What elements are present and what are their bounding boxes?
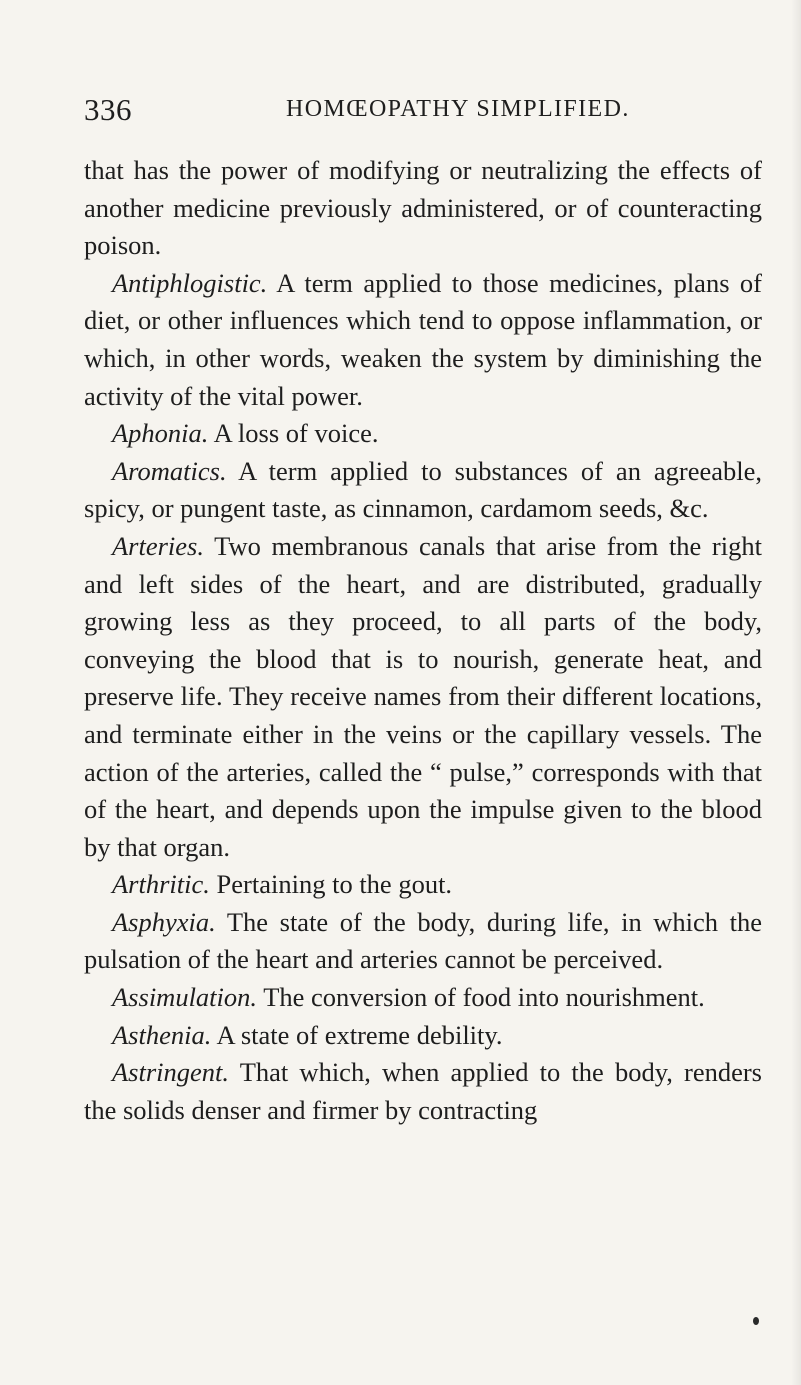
glossary-entry-arthritic [84,866,762,904]
entry-definition: A term applied to substances of an agreeable, spicy, or pungent taste, as cinnamon, cardamom seeds, &c. [84,455,762,524]
glossary-entry-assimulation [84,979,762,1017]
glossary-entry-antiphlogistic [84,265,762,415]
entry-term: Arteries. [112,530,204,561]
entry-term: Antiphlogistic. [112,267,268,298]
entry-definition: A term applied to those medicines, plans of diet, or other influences which tend to oppose inflammation, or which, in other words, weaken the system by diminishing the activity of the vital power. [84,267,762,411]
page-header [84,92,764,132]
glossary-entry-astringent [84,1054,762,1129]
glossary-entry-aromatics [84,453,762,528]
continuation-paragraph: that has the power of modifying or neutralizing the effects of another medicine previously administered, or of counteracting poison. [84,155,762,261]
page-edge-shadow [791,0,801,1385]
glossary-text [84,152,762,1129]
page-number: 336 [84,92,132,127]
entry-definition: That which, when applied to the body, renders the solids denser and firmer by contracting [84,1057,762,1125]
entry-term: Arthritic. [112,869,210,900]
entry-definition: The conversion of food into nourishment. [263,982,705,1013]
entry-definition: A loss of voice. [213,418,379,449]
glossary-entry-asphyxia [84,904,762,979]
entry-term: Asthenia. [112,1019,212,1050]
entry-term: Assimulation. [112,982,258,1013]
entry-term: Astringent. [112,1057,230,1088]
entry-definition: Pertaining to the gout. [216,869,453,900]
glossary-entry-asthenia [84,1017,762,1055]
running-head: HOMŒOPATHY SIMPLIFIED. [286,96,630,122]
glossary-entry-arteries [84,528,762,866]
ink-speck [753,1317,759,1325]
entry-definition: Two membranous canals that arise from the right and left sides of the heart, and are distributed, gradually growing less as they proceed, to all parts of the body, conveying the blood that is to nourish, generate heat, and preserve life. They receive names from their different locations, and terminate either in the veins or the capillary vessels. The action of the arteries, called the “ pulse,” corresponds with that of the heart, and depends upon the impulse given to the blood by that organ. [84,530,762,862]
entry-definition: The state of the body, during life, in which the pulsation of the heart and arteries cannot be perceived. [84,906,762,975]
entry-term: Aphonia. [112,418,209,449]
entry-term: Aromatics. [112,455,227,486]
entry-definition: A state of extreme debility. [216,1019,503,1050]
entry-term: Asphyxia. [112,906,216,937]
glossary-entry-aphonia [84,415,762,453]
